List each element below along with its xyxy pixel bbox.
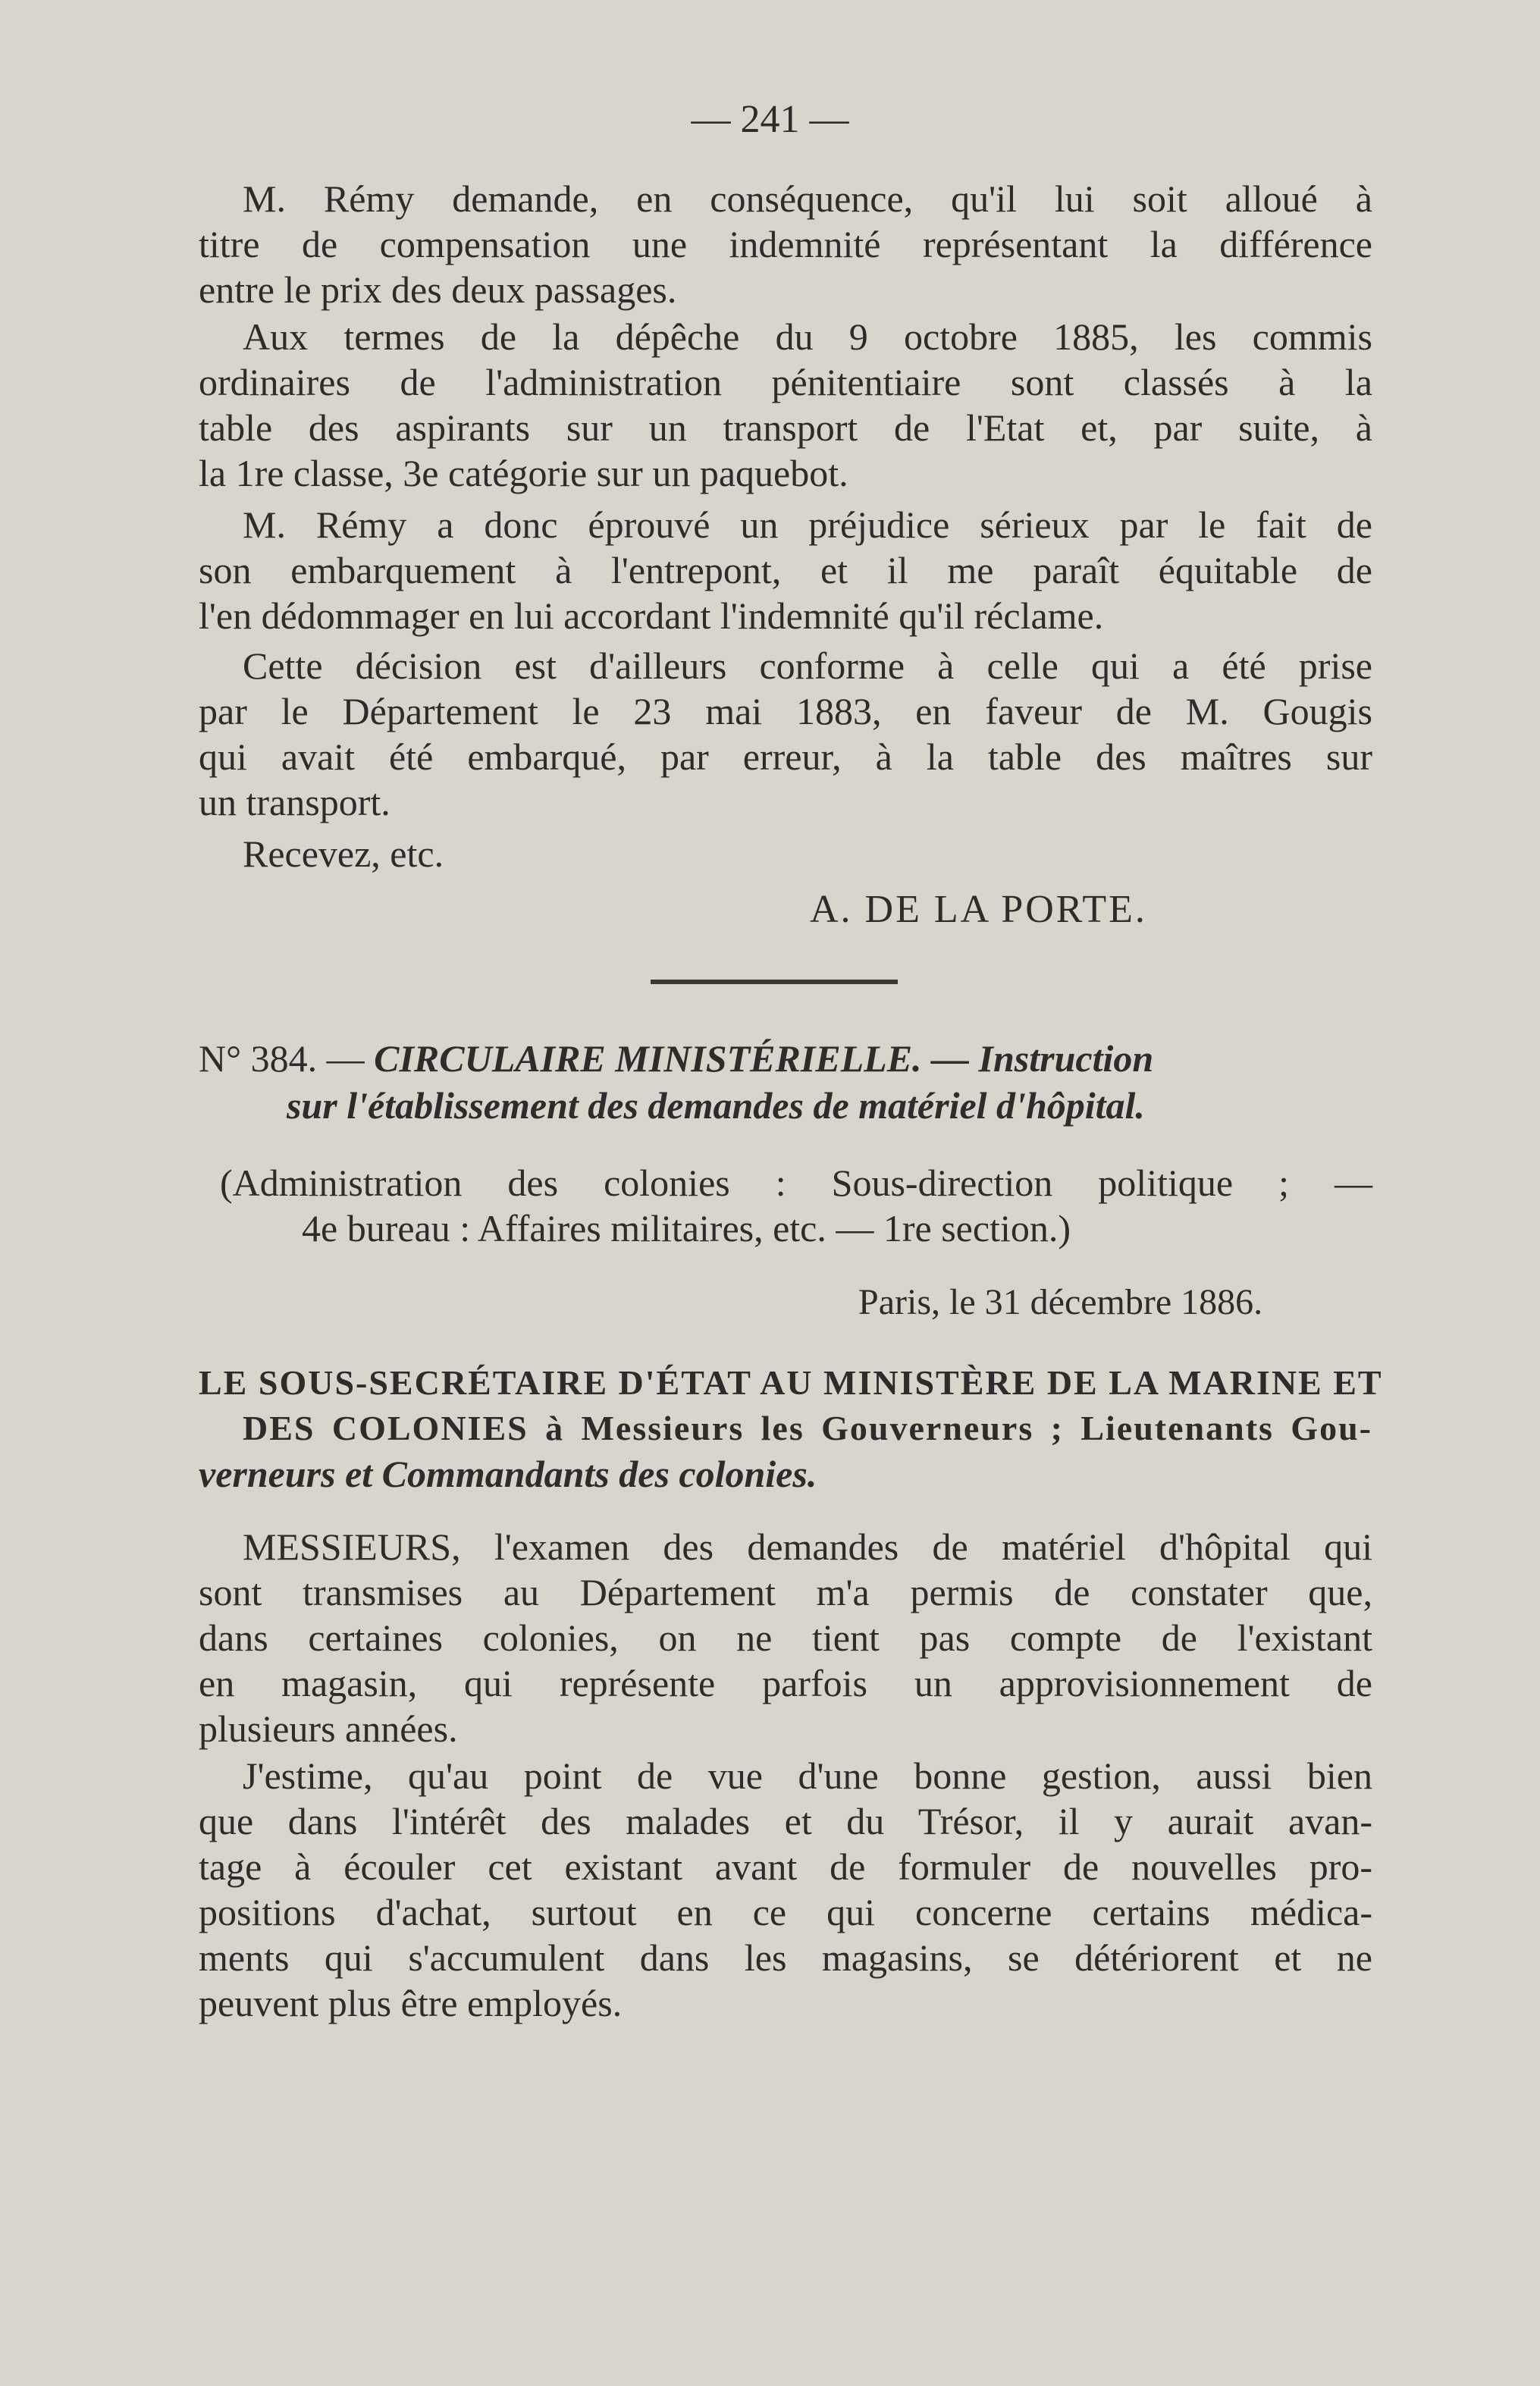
text-line: dans certaines colonies, on ne tient pas compte de l'existant (199, 1616, 1372, 1659)
text-line: Cette décision est d'ailleurs conforme à celle qui a été prise (243, 644, 1372, 687)
text-line: un transport. (199, 781, 390, 823)
text-line: titre de compensation une indemnité représentant la différence (199, 223, 1372, 265)
admin-line: 4e bureau : Affaires militaires, etc. — 1re section.) (302, 1207, 1071, 1249)
text-line: M. Rémy a donc éprouvé un préjudice sérieux par le fait de (243, 503, 1372, 546)
text-line: ordinaires de l'administration pénitentiaire sont classés à la (199, 361, 1372, 403)
text-line: par le Département le 23 mai 1883, en faveur de M. Gougis (199, 690, 1372, 732)
circular-heading (199, 1036, 1372, 1081)
text-line: plusieurs années. (199, 1707, 458, 1750)
signature: A. DE LA PORTE. (810, 888, 1147, 931)
closing-formula: Recevez, etc. (243, 832, 444, 875)
text-line: entre le prix des deux passages. (199, 268, 677, 311)
text-line: table des aspirants sur un transport de l'Etat et, par suite, à (199, 406, 1372, 449)
text-line: la 1re classe, 3e catégorie sur un paquebot. (199, 452, 848, 494)
circular-number: N° 384. — (199, 1037, 375, 1080)
address-line: DES COLONIES à Messieurs les Gouverneurs ; Lieutenants Gou- (243, 1409, 1372, 1447)
circular-subject: sur l'établissement des demandes de matériel d'hôpital. (287, 1084, 1145, 1127)
text-line: peuvent plus être employés. (199, 1982, 623, 2024)
admin-line: (Administration des colonies : Sous-direction politique ; — (220, 1162, 1372, 1204)
text-line: l'en dédommager en lui accordant l'indemnité qu'il réclame. (199, 594, 1104, 637)
text-line: que dans l'intérêt des malades et du Trésor, il y aurait avan- (199, 1800, 1372, 1842)
dateline: Paris, le 31 décembre 1886. (858, 1282, 1263, 1322)
text-line: positions d'achat, surtout en ce qui concerne certains médica- (199, 1891, 1372, 1933)
address-line: LE SOUS-SECRÉTAIRE D'ÉTAT AU MINISTÈRE DE LA MARINE ET (199, 1363, 1383, 1402)
text-line: qui avait été embarqué, par erreur, à la table des maîtres sur (199, 735, 1372, 778)
text-line: tage à écouler cet existant avant de formuler de nouvelles pro- (199, 1845, 1372, 1888)
section-divider (651, 980, 898, 984)
text-line: J'estime, qu'au point de vue d'une bonne gestion, aussi bien (243, 1754, 1372, 1797)
text-line: Aux termes de la dépêche du 9 octobre 1885, les commis (243, 315, 1372, 358)
page-number: — 241 — (691, 98, 849, 141)
address-line: verneurs et Commandants des colonies. (199, 1453, 817, 1495)
text-line: son embarquement à l'entrepont, et il me paraît équitable de (199, 549, 1372, 591)
text-line: sont transmises au Département m'a permis de constater que, (199, 1571, 1372, 1613)
text-line: MESSIEURS, l'examen des demandes de matériel d'hôpital qui (243, 1525, 1372, 1568)
circular-title: CIRCULAIRE MINISTÉRIELLE. — Instruction (374, 1037, 1154, 1080)
text-line: ments qui s'accumulent dans les magasins, se détériorent et ne (199, 1936, 1372, 1979)
text-line: M. Rémy demande, en conséquence, qu'il lui soit alloué à (243, 177, 1372, 220)
text-line: en magasin, qui représente parfois un approvisionnement de (199, 1662, 1372, 1704)
